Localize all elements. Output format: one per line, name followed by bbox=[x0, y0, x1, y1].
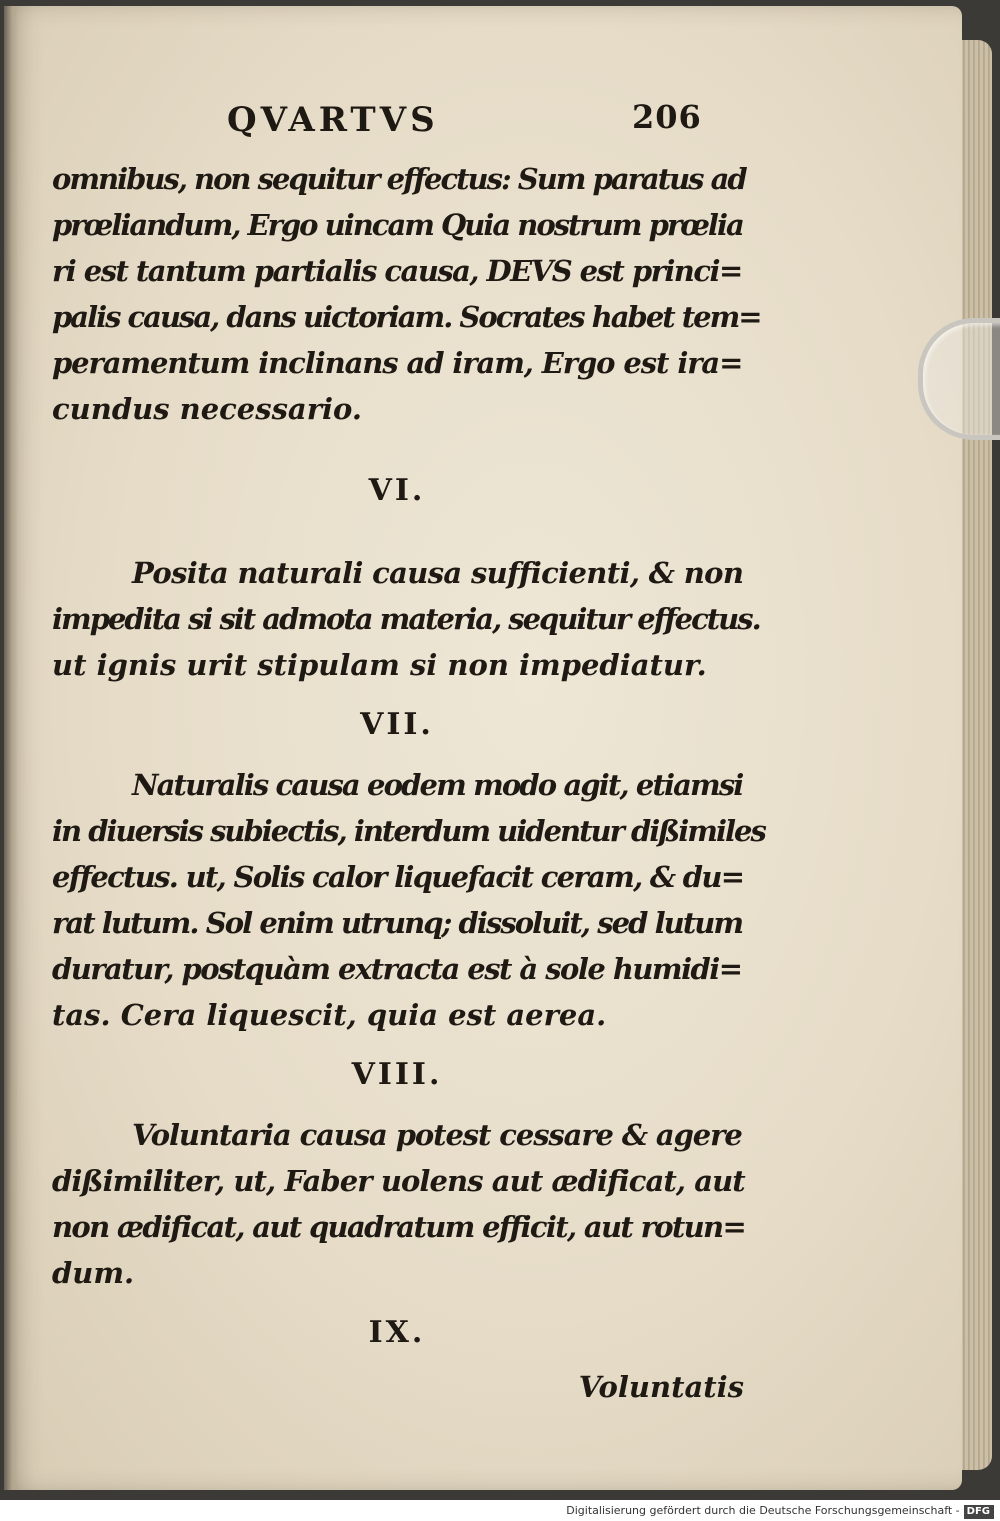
text-line: non ædificat, aut quadratum efficit, aut rotun= bbox=[52, 1210, 746, 1244]
section-heading-viii: VIII. bbox=[351, 1057, 443, 1092]
text-line: omnibus, non sequitur effectus: Sum paratus ad bbox=[52, 162, 746, 196]
text-line: Naturalis causa eodem modo agit, etiamsi bbox=[132, 768, 743, 802]
text-line: Posita naturali causa sufficienti, & non bbox=[132, 556, 744, 590]
paragraph-continued bbox=[52, 156, 761, 432]
credit-text: Digitalisierung gefördert durch die Deutsche Forschungsgemeinschaft - bbox=[566, 1504, 960, 1517]
text-line: rat lutum. Sol enim utrunq; dissoluit, sed lutum bbox=[52, 906, 743, 940]
text-line: dum. bbox=[52, 1256, 135, 1290]
text-line: prœliandum, Ergo uincam Quia nostrum prœlia bbox=[52, 208, 743, 242]
page-text bbox=[52, 96, 765, 1410]
text-line: palis causa, dans uictoriam. Socrates habet tem= bbox=[52, 300, 761, 334]
text-line: ri est tantum partialis causa, DEVS est princi= bbox=[52, 254, 742, 288]
page-gutter bbox=[4, 6, 18, 1490]
digitization-credit bbox=[0, 1500, 1000, 1521]
paragraph-vii bbox=[52, 762, 765, 1038]
dfg-logo: DFG bbox=[964, 1505, 994, 1519]
text-line: effectus. ut, Solis calor liquefacit ceram, & du= bbox=[52, 860, 744, 894]
page-number: 206 bbox=[632, 98, 702, 136]
text-line: ut ignis urit stipulam si non impediatur. bbox=[52, 648, 707, 682]
text-line: cundus necessario. bbox=[52, 392, 362, 426]
text-line: Voluntaria causa potest cessare & agere bbox=[132, 1118, 742, 1152]
text-line: duratur, postquàm extracta est à sole humidi= bbox=[52, 952, 742, 986]
section-heading-vii: VII. bbox=[360, 707, 434, 742]
paragraph-vi bbox=[52, 550, 760, 688]
catchword: Voluntatis bbox=[578, 1370, 744, 1404]
text-line: tas. Cera liquescit, quia est aerea. bbox=[52, 998, 607, 1032]
text-line: peramentum inclinans ad iram, Ergo est ira= bbox=[52, 346, 743, 380]
text-line: impedita si sit admota materia, sequitur effectus. bbox=[52, 602, 760, 636]
running-head: QVARTVS bbox=[227, 100, 439, 140]
paragraph-viii bbox=[52, 1112, 746, 1296]
section-heading-ix: IX. bbox=[368, 1315, 426, 1350]
section-heading-vi: VI. bbox=[368, 473, 426, 508]
page-header bbox=[52, 96, 742, 156]
text-line: in diuersis subiectis, interdum uidentur dißimiles bbox=[52, 814, 765, 848]
text-line: dißimiliter, ut, Faber uolens aut ædificat, aut bbox=[52, 1164, 745, 1198]
